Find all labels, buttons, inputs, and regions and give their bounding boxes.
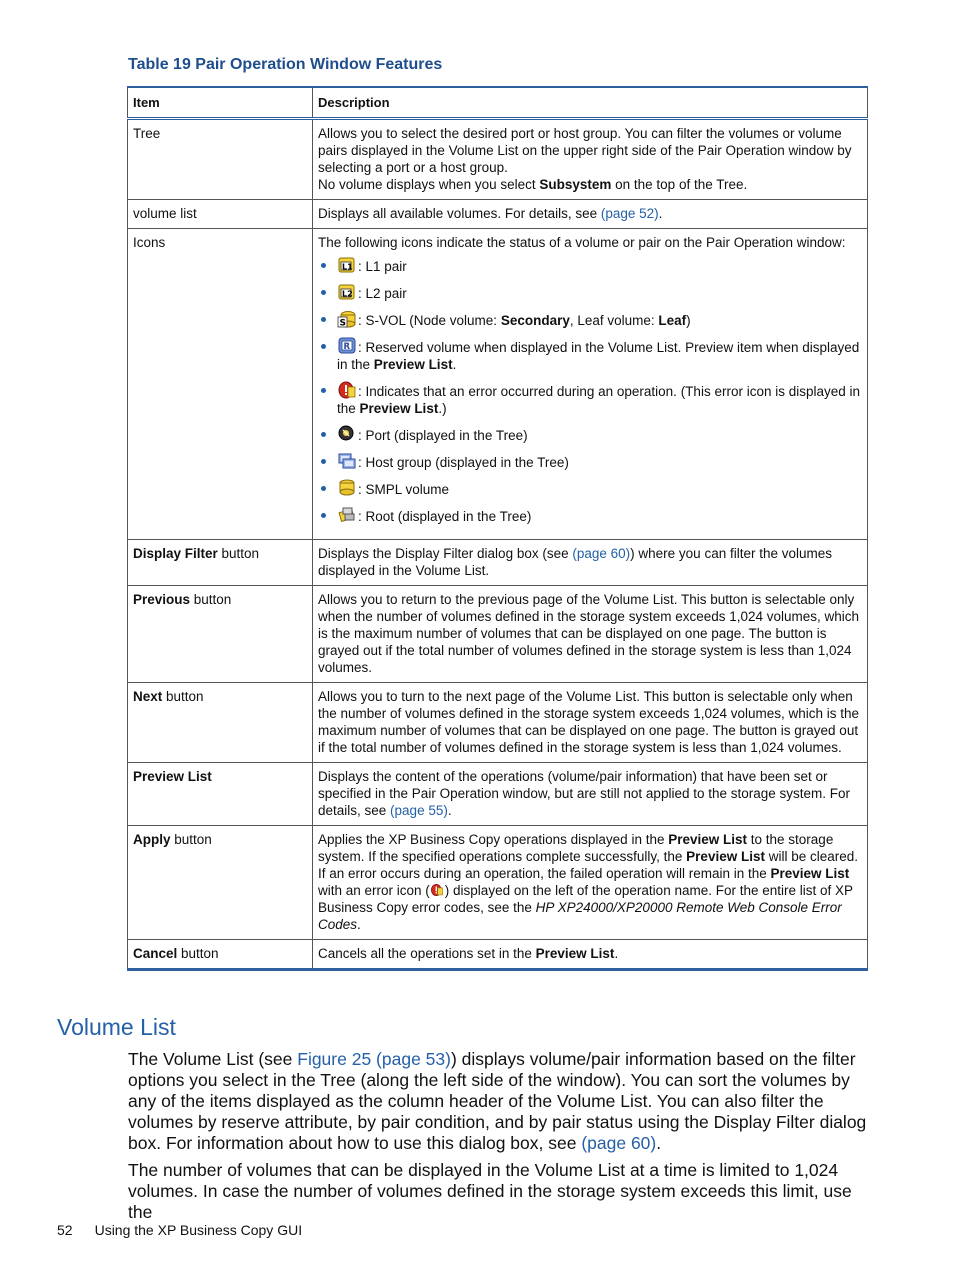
row-item: Display Filter button [128, 540, 313, 586]
page-link[interactable]: (page 60) [572, 546, 631, 561]
table-row [128, 586, 868, 683]
table-header-row [128, 87, 868, 119]
header-description: Description [313, 87, 868, 119]
root-icon [337, 506, 357, 524]
row-item: Tree [128, 119, 313, 200]
table-caption: Table 19 Pair Operation Window Features [128, 56, 443, 73]
row-item: Next button [128, 683, 313, 763]
body-paragraph: The Volume List (see Figure 25 (page 53)) displays volume/pair information based on the filter options you select in the Tree (along the left side of the window). You can sort the volumes by any of the items displayed as the column header of the Volume List. You can also filter the volumes by reserve attribute, by pair condition, and by pair status using the Display Filter dialog box. For information about how to use this dialog box, see (page 60). [128, 1049, 867, 1153]
list-item: R : Reserved volume when displayed in the Volume List. Preview item when displayed in the Preview List. [337, 337, 862, 373]
error-icon [430, 882, 444, 898]
page-number: 52 [57, 1222, 73, 1238]
table-row [128, 540, 868, 586]
row-description: Allows you to select the desired port or host group. You can filter the volumes or volume pairs displayed in the Volume List on the upper right side of the Pair Operation window by selecting a port or a host group. No volume displays when you select Subsystem on the top of the Tree. [313, 119, 868, 200]
table-row [128, 683, 868, 763]
svg-text:S: S [339, 318, 346, 328]
row-description: Displays the content of the operations (volume/pair information) that have been set or specified in the Pair Operation window, but are still not applied to the storage system. For details, see (page 55). [313, 763, 868, 826]
row-item: Previous button [128, 586, 313, 683]
page-footer [57, 1222, 302, 1238]
l1-pair-icon [337, 256, 357, 274]
section-title: Volume List [57, 1014, 176, 1040]
row-description: Applies the XP Business Copy operations displayed in the Preview List to the storage system. If the specified operations complete successfully, the Preview List will be cleared. If an error occurs during an operation, the failed operation will remain in the Preview List with an error icon ( ) displayed on the left of the operation name. For the entire list of XP Business Copy error codes, see the HP XP24000/XP20000 Remote Web Console Error Codes. [313, 826, 868, 940]
features-table [127, 86, 868, 971]
table-row [128, 826, 868, 940]
row-item: Preview List [128, 763, 313, 826]
table-row [128, 763, 868, 826]
header-item: Item [128, 87, 313, 119]
svg-text:L1: L1 [342, 262, 353, 272]
row-description: Allows you to turn to the next page of the Volume List. This button is selectable only when the number of volumes defined in the storage system exceeds 1,024 volumes, which is the maximum number of volumes that can be displayed on one page. The button is grayed out if the total number of volumes defined in the storage system is less than 1,024 volumes. [313, 683, 868, 763]
list-item: : Port (displayed in the Tree) [337, 425, 862, 444]
list-item: : SMPL volume [337, 479, 862, 498]
row-description: Allows you to return to the previous page of the Volume List. This button is selectable only when the number of volumes defined in the storage system exceeds 1,024 volumes, which is the maximum number of volumes that can be displayed on one page. The button is grayed out if the total number of volumes defined in the storage system is less than 1,024 volumes. [313, 586, 868, 683]
row-item: Apply button [128, 826, 313, 940]
host-group-icon [337, 452, 357, 470]
reserved-volume-icon [337, 337, 357, 355]
list-item: L2 : L2 pair [337, 283, 862, 302]
footer-title: Using the XP Business Copy GUI [94, 1222, 303, 1238]
row-description: The following icons indicate the status of a volume or pair on the Pair Operation window: L1 : L1 pair L2 : L2 pair S : S-VOL (Node volume: Secondary, Leaf volume: Leaf) R : Reserved volume when displayed in the Volume List. Preview item when displayed in the Preview List. : Indicates that an error occurred during an operation. (This error icon is displayed in the Preview List.) : Port (displayed in the Tree) : Host group (displayed in the Tree) : SMPL volume : Root (displayed in the Tree) [313, 229, 868, 540]
list-item: : Root (displayed in the Tree) [337, 506, 862, 525]
table-row [128, 940, 868, 970]
row-item: Cancel button [128, 940, 313, 970]
list-item: : Host group (displayed in the Tree) [337, 452, 862, 471]
port-icon [337, 425, 357, 443]
page-link[interactable]: (page 52) [600, 206, 659, 221]
svg-text:L2: L2 [342, 289, 353, 299]
row-description: Cancels all the operations set in the Preview List. [313, 940, 868, 970]
error-icon [337, 381, 357, 399]
figure-link[interactable]: Figure 25 (page 53) [297, 1049, 451, 1069]
list-item: L1 : L1 pair [337, 256, 862, 275]
row-description: Displays the Display Filter dialog box (see (page 60)) where you can filter the volumes displayed in the Volume List. [313, 540, 868, 586]
body-paragraph: The number of volumes that can be displayed in the Volume List at a time is limited to 1,024 volumes. In case the number of volumes defined in the storage system exceeds this limit, use the [128, 1160, 852, 1222]
page-link[interactable]: (page 60) [581, 1133, 657, 1153]
smpl-volume-icon [337, 479, 357, 497]
table-row [128, 119, 868, 200]
list-item: : Indicates that an error occurred during an operation. (This error icon is displayed in the Preview List.) [337, 381, 862, 417]
svol-icon [337, 310, 357, 328]
table-row [128, 200, 868, 229]
icon-list [318, 256, 862, 525]
svg-text:R: R [343, 342, 351, 352]
list-item: S : S-VOL (Node volume: Secondary, Leaf volume: Leaf) [337, 310, 862, 329]
row-item: Icons [128, 229, 313, 540]
table-row [128, 229, 868, 540]
row-item: volume list [128, 200, 313, 229]
row-description: Displays all available volumes. For details, see (page 52). [313, 200, 868, 229]
l2-pair-icon [337, 283, 357, 301]
page-link[interactable]: (page 55) [390, 803, 448, 818]
